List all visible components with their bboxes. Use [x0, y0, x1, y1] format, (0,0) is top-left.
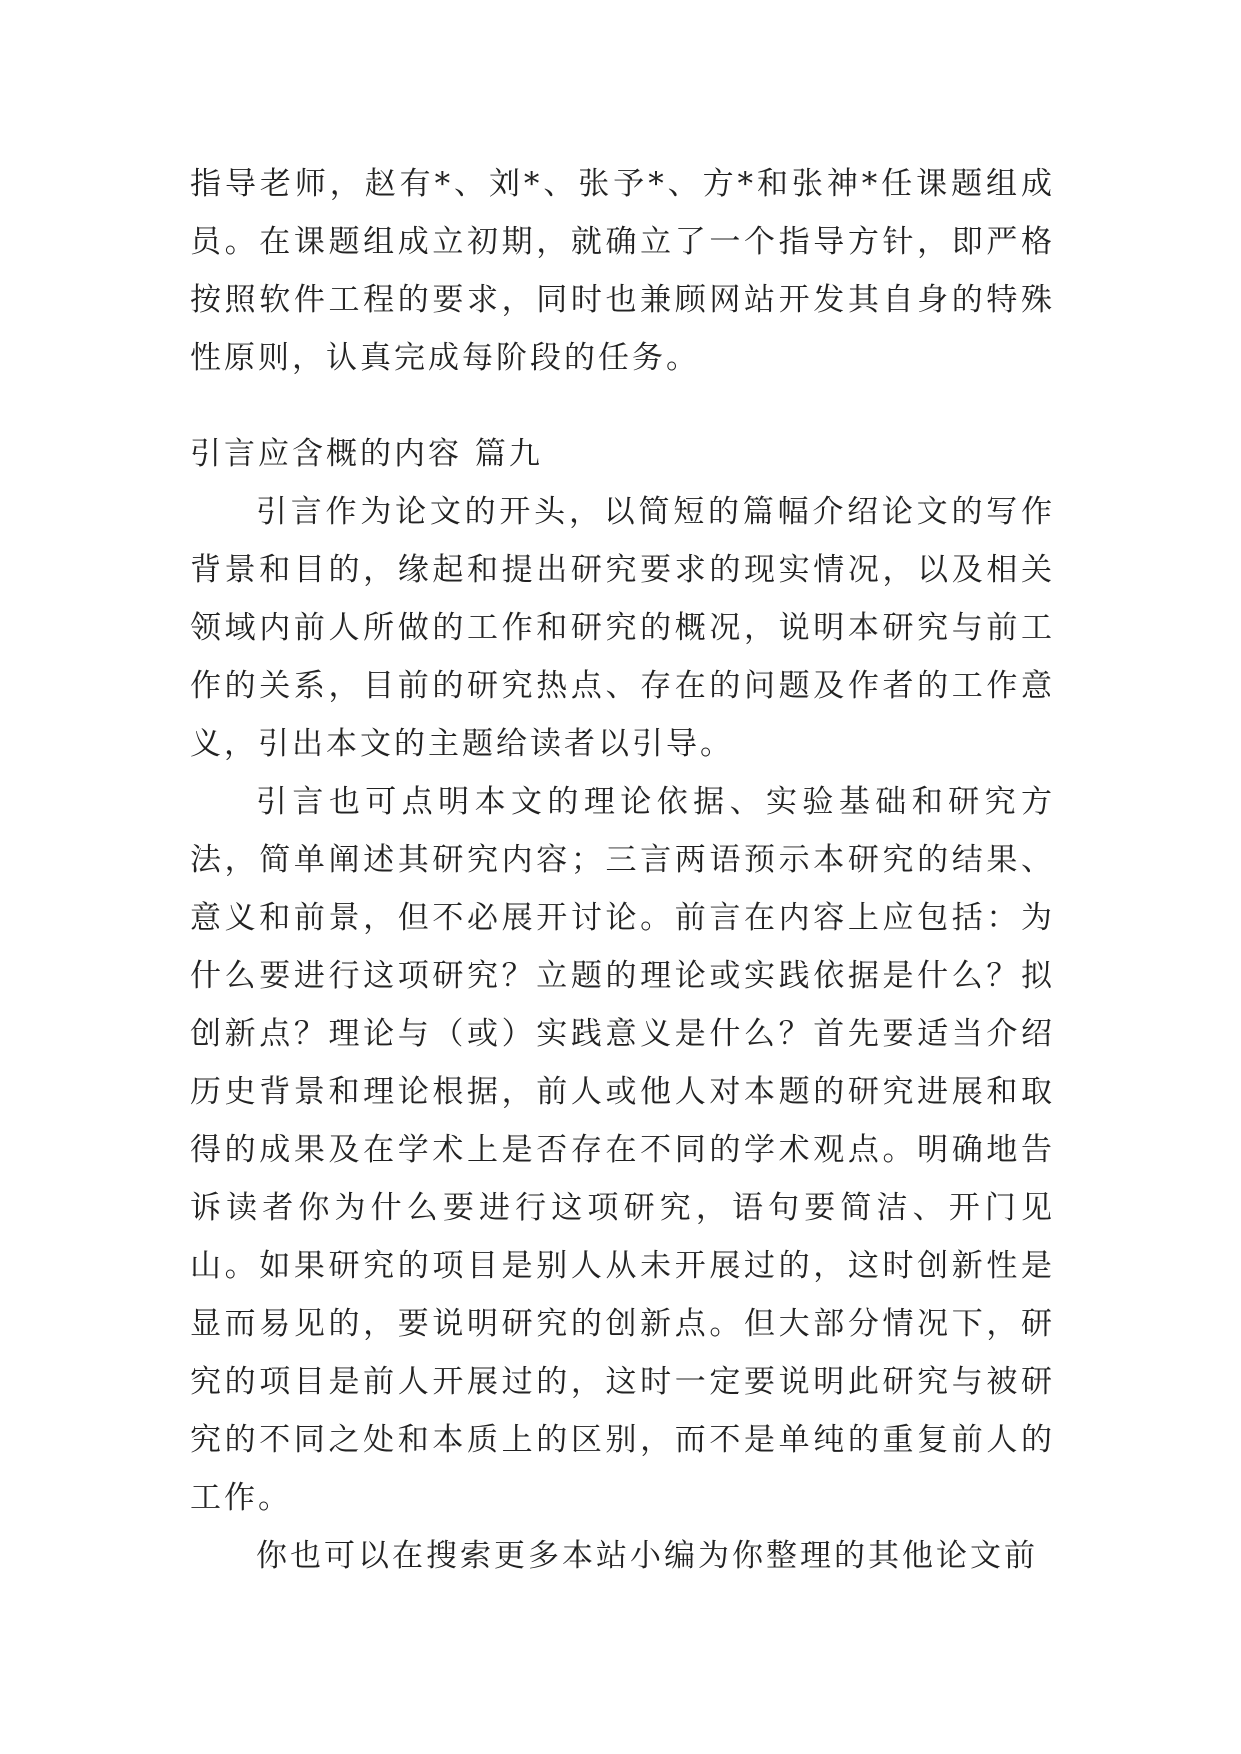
body-paragraph-1: 引言作为论文的开头，以简短的篇幅介绍论文的写作背景和目的，缘起和提出研究要求的现实情况，以及相关领域内前人所做的工作和研究的概况，说明本研究与前工作的关系，目前的研究热点、存在的问题及作者的工作意义，引出本文的主题给读者以引导。: [190, 494, 1055, 762]
body-paragraph-2: 引言也可点明本文的理论依据、实验基础和研究方法，简单阐述其研究内容；三言两语预示本研究的结果、意义和前景，但不必展开讨论。前言在内容上应包括：为什么要进行这项研究？立题的理论或实践依据是什么？拟创新点？理论与（或）实践意义是什么？首先要适当介绍历史背景和理论根据，前人或他人对本题的研究进展和取得的成果及在学术上是否存在不同的学术观点。明确地告诉读者你为什么要进行这项研究，语句要简洁、开门见山。如果研究的项目是别人从未开展过的，这时创新性是显而易见的，要说明研究的创新点。但大部分情况下，研究的项目是前人开展过的，这时一定要说明此研究与被研究的不同之处和本质上的区别，而不是单纯的重复前人的工作。: [190, 784, 1055, 1516]
document-body: [190, 155, 1055, 1585]
continued-paragraph: 指导老师，赵有*、刘*、张予*、方*和张神*任课题组成员。在课题组成立初期，就确立了一个指导方针，即严格按照软件工程的要求，同时也兼顾网站开发其自身的特殊性原则，认真完成每阶段的任务。: [190, 166, 1055, 376]
body-paragraph-3: 你也可以在搜索更多本站小编为你整理的其他论文前: [256, 1538, 1038, 1574]
section-heading: 引言应含概的内容 篇九: [190, 436, 543, 472]
